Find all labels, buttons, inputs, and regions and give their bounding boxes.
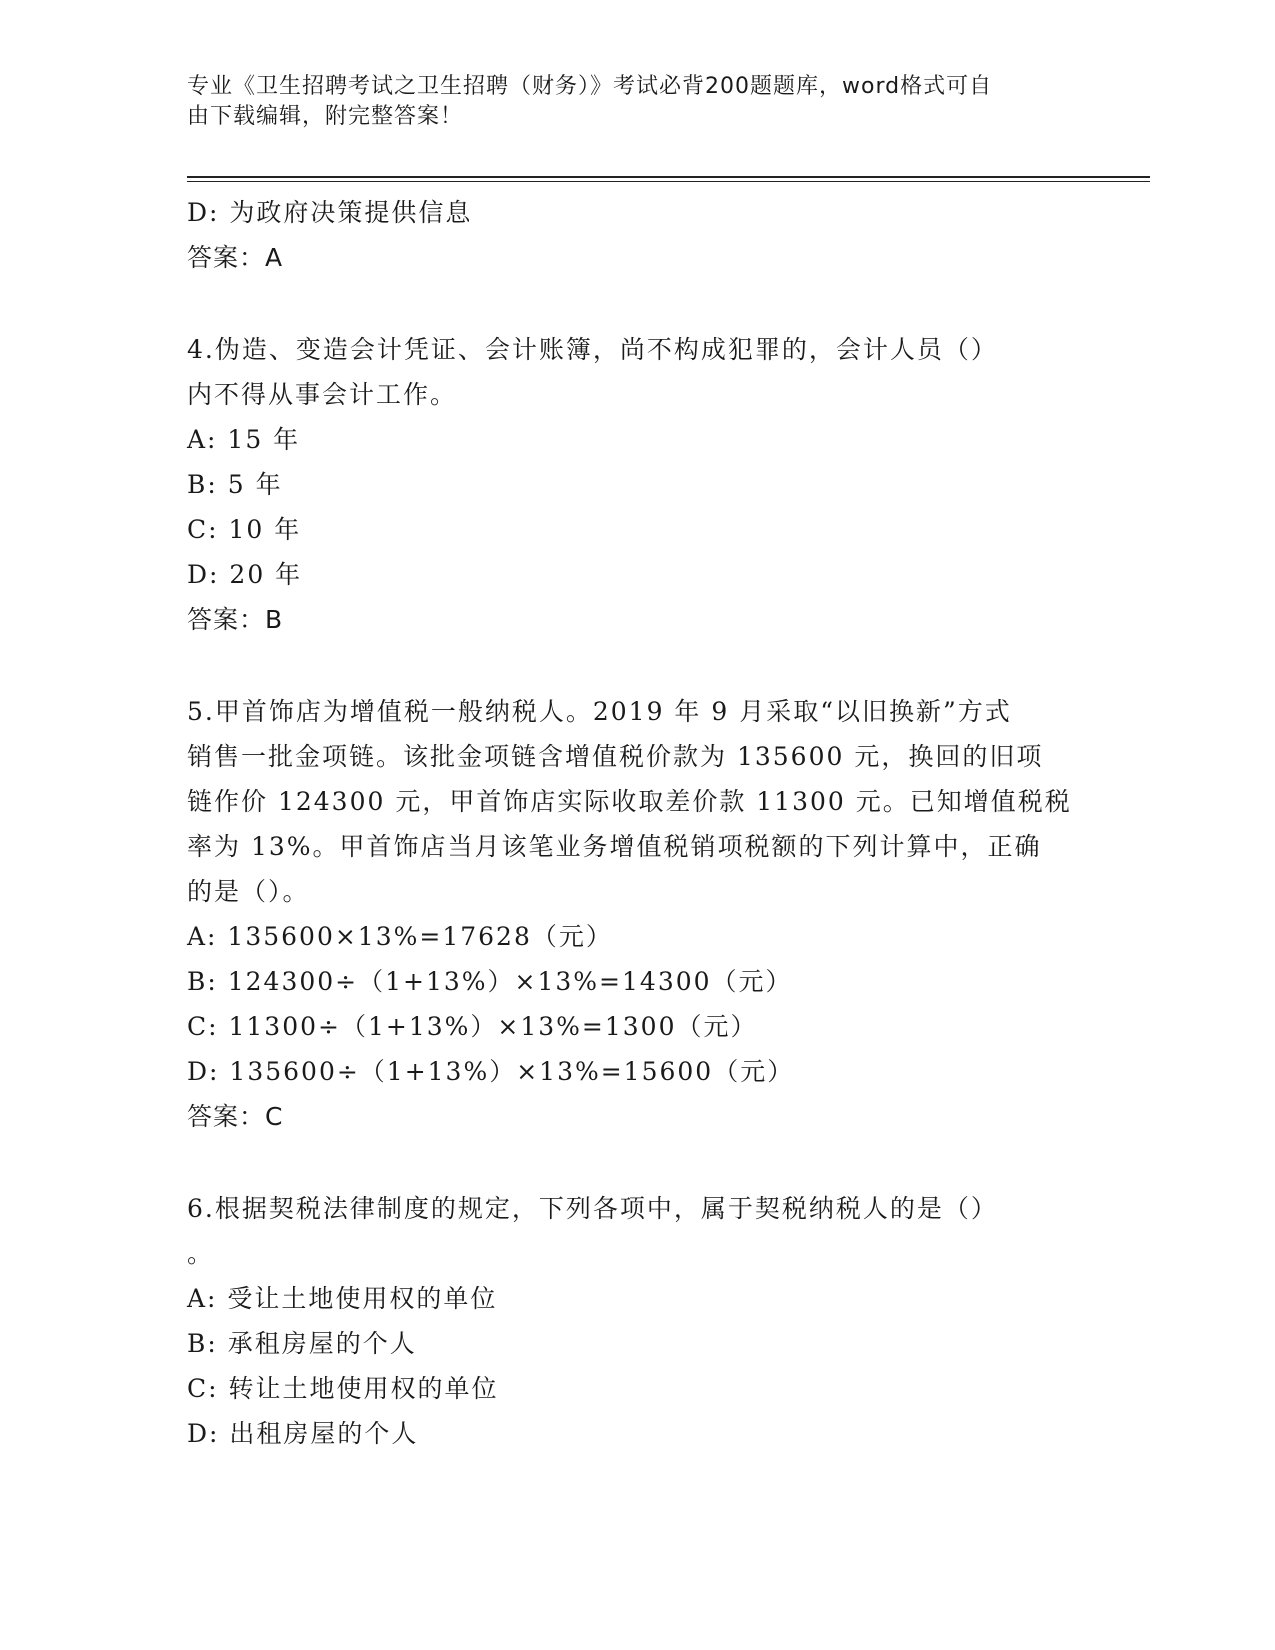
question-stem-line: 。 [187,1239,215,1268]
question-stem-line: 率为 13%。甲首饰店当月该笔业务增值税销项税额的下列计算中，正确 [187,832,1042,861]
question-stem-line: 5.甲首饰店为增值税一般纳税人。2019 年 9 月采取“以旧换新”方式 [187,697,1012,726]
question-stem-line: 销售一批金项链。该批金项链含增值税价款为 135600 元，换回的旧项 [187,742,1044,771]
document-header [187,72,1067,132]
question-4 [187,327,1087,642]
option-c: C: 转让土地使用权的单位 [187,1374,499,1403]
option-d: D: 为政府决策提供信息 [187,198,473,227]
option-d: D: 出租房屋的个人 [187,1419,419,1448]
question-5 [187,689,1087,1139]
option-b: B: 5 年 [187,470,283,499]
option-b: B: 124300÷（1+13%）×13%=14300（元） [187,967,793,996]
header-divider-thin [187,181,1150,182]
answer: 答案：A [187,243,284,272]
question-stem-line: 的是（）。 [187,877,310,906]
option-d: D: 20 年 [187,560,303,589]
header-divider-thick [187,176,1150,178]
option-a: A: 15 年 [187,425,301,454]
question-6 [187,1186,1087,1456]
answer: 答案：B [187,605,284,634]
question-stem-line: 6.根据契税法律制度的规定，下列各项中，属于契税纳税人的是（） [187,1194,998,1223]
option-d: D: 135600÷（1+13%）×13%=15600（元） [187,1057,795,1086]
option-a: A: 受让土地使用权的单位 [187,1284,498,1313]
header-line-1: 专业《卫生招聘考试之卫生招聘（财务）》考试必背200题题库，word格式可自 [187,74,993,99]
header-line-2: 由下载编辑，附完整答案！ [187,104,464,129]
option-a: A: 135600×13%=17628（元） [187,922,613,951]
option-b: B: 承租房屋的个人 [187,1329,417,1358]
question-stem-line: 4.伪造、变造会计凭证、会计账簿，尚不构成犯罪的，会计人员（） [187,335,998,364]
question-stem-line: 链作价 124300 元，甲首饰店实际收取差价款 11300 元。已知增值税税 [187,787,1072,816]
answer: 答案：C [187,1102,284,1131]
document-body [187,190,1087,1456]
option-c: C: 11300÷（1+13%）×13%=1300（元） [187,1012,758,1041]
question-stem-line: 内不得从事会计工作。 [187,380,458,409]
option-c: C: 10 年 [187,515,302,544]
